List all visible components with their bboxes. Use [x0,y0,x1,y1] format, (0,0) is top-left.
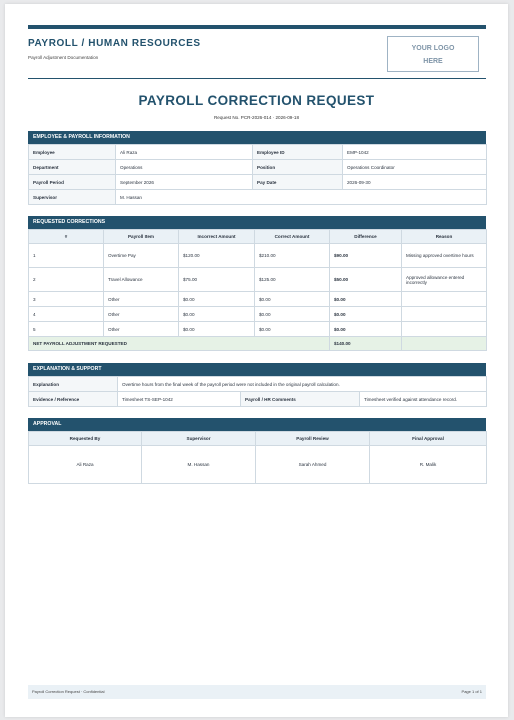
supervisor-row [29,190,487,205]
row-number: 1 [29,244,104,268]
field-label: Payroll Period [29,175,116,190]
difference-amount: $0.00 [330,322,402,337]
approval-role-header: Requested By [29,432,142,446]
field-value: Operations [116,160,253,175]
approver-name: Sarah Ahmed [256,446,370,484]
field-label: Employee [29,145,116,160]
employee-table [28,144,487,205]
payroll-item: Other [104,307,179,322]
explanation-row [29,377,487,392]
approval-section [28,418,486,484]
page-footer [28,685,486,699]
approval-table [28,431,487,484]
department-title: PAYROLL / HUMAN RESOURCES [28,38,201,49]
corrections-table [28,229,487,351]
employee-info-row [29,160,487,175]
correct-amount: $0.00 [255,307,330,322]
approver-name: M. Hassan [142,446,256,484]
explanation-value: Overtime hours from the final week of the payroll period were not included in the original payroll calculation. [118,377,487,392]
approval-role-header: Final Approval [370,432,487,446]
evidence-label: Evidence / Reference [29,392,118,407]
supervisor-value: M. Hassan [116,190,487,205]
incorrect-amount: $0.00 [179,322,255,337]
difference-amount: $90.00 [330,244,402,268]
incorrect-amount: $0.00 [179,307,255,322]
approver-name: Ali Raza [29,446,142,484]
column-header: Difference [330,230,402,244]
field-value: 2026-09-30 [343,175,487,190]
evidence-value: Timesheet TS-SEP-1042 [118,392,241,407]
corrections-section [28,216,486,351]
correction-row [29,322,487,337]
correct-amount: $210.00 [255,244,330,268]
employee-info-row [29,175,487,190]
correction-reason [402,292,487,307]
correction-reason: Missing approved overtime hours [402,244,487,268]
footer-left: Payroll Correction Request · Confidential [32,689,105,694]
logo-line-2: HERE [423,58,443,65]
explanation-table [28,376,487,407]
correction-reason: Approved allowance entered incorrectly [402,268,487,292]
approval-role-header: Payroll Review [256,432,370,446]
logo-placeholder [387,36,479,72]
field-value: EMP-1042 [343,145,487,160]
field-value: September 2026 [116,175,253,190]
total-value: $140.00 [330,337,402,351]
correction-reason [402,322,487,337]
document-page [5,4,508,717]
column-header: Incorrect Amount [179,230,255,244]
employee-section [28,131,486,205]
incorrect-amount: $120.00 [179,244,255,268]
payroll-item: Overtime Pay [104,244,179,268]
row-number: 2 [29,268,104,292]
correct-amount: $0.00 [255,292,330,307]
correct-amount: $0.00 [255,322,330,337]
payroll-item: Other [104,292,179,307]
footer-page-number: Page 1 of 1 [461,689,482,694]
comments-label: Payroll / HR Comments [241,392,360,407]
difference-amount: $0.00 [330,307,402,322]
difference-amount: $0.00 [330,292,402,307]
correction-row [29,292,487,307]
difference-amount: $50.00 [330,268,402,292]
incorrect-amount: $0.00 [179,292,255,307]
page-title: PAYROLL CORRECTION REQUEST [138,93,375,108]
logo-line-1: YOUR LOGO [411,45,455,52]
total-label: NET PAYROLL ADJUSTMENT REQUESTED [29,337,330,351]
column-header: # [29,230,104,244]
incorrect-amount: $75.00 [179,268,255,292]
total-empty-cell [402,337,487,351]
evidence-row [29,392,487,407]
approver-name: R. Malik [370,446,487,484]
row-number: 3 [29,292,104,307]
correction-row [29,268,487,292]
total-row [29,337,487,351]
field-label: Pay Date [253,175,343,190]
column-header: Reason [402,230,487,244]
top-accent-bar [28,25,486,29]
approval-role-header: Supervisor [142,432,256,446]
correct-amount: $125.00 [255,268,330,292]
correction-row [29,307,487,322]
payroll-item: Travel Allowance [104,268,179,292]
field-label: Employee ID [253,145,343,160]
explanation-section [28,363,486,407]
column-header: Correct Amount [255,230,330,244]
field-value: Operations Coordinator [343,160,487,175]
payroll-item: Other [104,322,179,337]
explanation-section-heading: EXPLANATION & SUPPORT [28,363,486,376]
field-label: Department [29,160,116,175]
document-subtitle: Payroll Adjustment Documentation [28,55,99,60]
approval-section-heading: APPROVAL [28,418,486,431]
row-number: 5 [29,322,104,337]
column-header: Payroll Item [104,230,179,244]
correction-reason [402,307,487,322]
field-value: Ali Raza [116,145,253,160]
row-number: 4 [29,307,104,322]
employee-info-row [29,145,487,160]
correction-row [29,244,487,268]
header-divider [28,78,486,79]
field-label: Position [253,160,343,175]
request-number: Request No. PCR-2026-014 · 2026-09-18 [213,115,300,120]
comments-value: Timesheet verified against attendance record. [360,392,487,407]
explanation-label: Explanation [29,377,118,392]
corrections-section-heading: REQUESTED CORRECTIONS [28,216,486,229]
supervisor-label: Supervisor [29,190,116,205]
employee-section-heading: EMPLOYEE & PAYROLL INFORMATION [28,131,486,144]
